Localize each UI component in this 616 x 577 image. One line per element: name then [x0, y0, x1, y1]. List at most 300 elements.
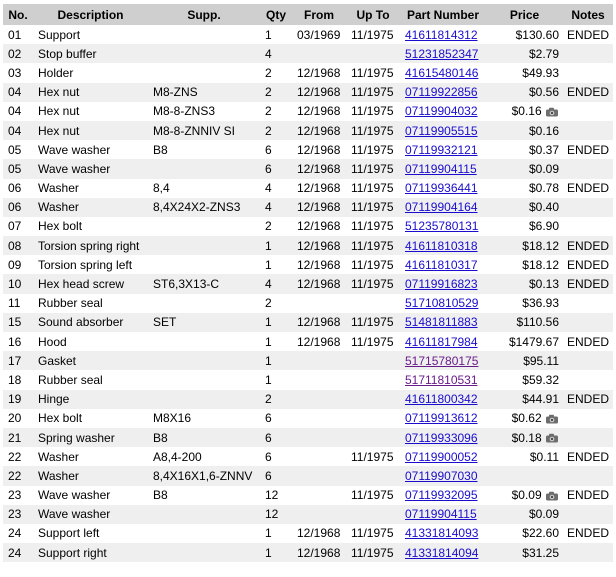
- qty-cell: 6: [260, 428, 292, 447]
- part-number-link[interactable]: 41331814094: [405, 545, 479, 560]
- table-row: [3, 370, 613, 389]
- qty-cell: 2: [260, 83, 292, 102]
- notes-cell: ENDED: [563, 179, 613, 198]
- no-cell: 17: [3, 351, 33, 370]
- price-value: $95.11: [523, 353, 559, 368]
- qty-cell: 6: [260, 466, 292, 485]
- part-number-cell: [400, 217, 486, 236]
- price-cell: [486, 486, 563, 505]
- from-cell: 12/1968: [292, 217, 346, 236]
- qty-cell: 2: [260, 294, 292, 313]
- supp-cell: B8: [148, 486, 260, 505]
- from-cell: 12/1968: [292, 313, 346, 332]
- table-row: [3, 159, 613, 178]
- table-row: [3, 236, 613, 255]
- from-cell: 12/1968: [292, 543, 346, 562]
- supp-cell: [148, 44, 260, 63]
- price-cell: [486, 370, 563, 389]
- price-cell: [486, 428, 563, 447]
- part-number-cell: [400, 447, 486, 466]
- table-row: [3, 486, 613, 505]
- notes-cell: [563, 370, 613, 389]
- table-row: [3, 390, 613, 409]
- upto-cell: 11/1975: [346, 25, 400, 44]
- part-number-link[interactable]: 07119932095: [405, 488, 478, 503]
- upto-cell: [346, 351, 400, 370]
- notes-cell: [563, 505, 613, 524]
- price-cell: [486, 351, 563, 370]
- from-cell: 12/1968: [292, 255, 346, 274]
- qty-cell: 2: [260, 102, 292, 121]
- description-cell: Washer: [33, 179, 148, 198]
- price-cell: [486, 217, 563, 236]
- supp-cell: [148, 217, 260, 236]
- no-cell: 04: [3, 83, 33, 102]
- table-row: [3, 121, 613, 140]
- part-number-link[interactable]: 07119904115: [405, 161, 477, 176]
- qty-cell: 1: [260, 236, 292, 255]
- upto-cell: 11/1975: [346, 236, 400, 255]
- table-row: [3, 351, 613, 370]
- price-cell: [486, 543, 563, 562]
- price-value: $0.18: [511, 430, 542, 445]
- upto-cell: [346, 505, 400, 524]
- from-cell: 12/1968: [292, 159, 346, 178]
- price-value: $0.56: [528, 85, 559, 100]
- col-supp-header: Supp.: [148, 4, 260, 25]
- table-row: [3, 255, 613, 274]
- from-cell: [292, 44, 346, 63]
- part-number-cell: [400, 313, 486, 332]
- part-number-link[interactable]: 51715780175: [405, 353, 479, 368]
- from-cell: [292, 447, 346, 466]
- col-upto-header: Up To: [346, 4, 400, 25]
- qty-cell: 4: [260, 44, 292, 63]
- notes-cell: [563, 217, 613, 236]
- col-price-header: Price: [486, 4, 563, 25]
- supp-cell: ST6,3X13-C: [148, 274, 260, 293]
- description-cell: Hinge: [33, 390, 148, 409]
- description-cell: Torsion spring left: [33, 255, 148, 274]
- price-cell: [486, 83, 563, 102]
- notes-cell: [563, 294, 613, 313]
- part-number-link[interactable]: 07119936441: [405, 181, 478, 196]
- part-number-cell: [400, 370, 486, 389]
- qty-cell: 6: [260, 140, 292, 159]
- notes-cell: ENDED: [563, 236, 613, 255]
- qty-cell: 6: [260, 159, 292, 178]
- part-number-cell: [400, 505, 486, 524]
- qty-cell: 6: [260, 409, 292, 428]
- qty-cell: 1: [260, 255, 292, 274]
- part-number-cell: [400, 44, 486, 63]
- part-number-link[interactable]: 41611814312: [405, 27, 478, 42]
- notes-cell: [563, 466, 613, 485]
- notes-cell: ENDED: [563, 332, 613, 351]
- price-value: $44.91: [522, 392, 559, 407]
- price-cell: [486, 198, 563, 217]
- part-number-link[interactable]: 07119904115: [405, 507, 477, 522]
- supp-cell: [148, 543, 260, 562]
- no-cell: 04: [3, 102, 33, 121]
- part-number-cell: [400, 351, 486, 370]
- part-number-link[interactable]: 41611800342: [405, 392, 478, 407]
- from-cell: [292, 390, 346, 409]
- description-cell: Spring washer: [33, 428, 148, 447]
- supp-cell: M8-8-ZNS3: [148, 102, 260, 121]
- from-cell: 12/1968: [292, 102, 346, 121]
- qty-cell: 1: [260, 543, 292, 562]
- table-row: [3, 466, 613, 485]
- upto-cell: 11/1975: [346, 332, 400, 351]
- price-value: $110.56: [516, 315, 559, 330]
- table-row: [3, 102, 613, 121]
- notes-cell: [563, 351, 613, 370]
- no-cell: 16: [3, 332, 33, 351]
- no-cell: 18: [3, 370, 33, 389]
- part-number-cell: [400, 543, 486, 562]
- no-cell: 07: [3, 217, 33, 236]
- col-qty-header: Qty: [260, 4, 292, 25]
- col-description-header: Description: [33, 4, 148, 25]
- upto-cell: [346, 428, 400, 447]
- price-value: $0.16: [511, 104, 542, 119]
- table-row: [3, 63, 613, 82]
- description-cell: Hex nut: [33, 121, 148, 140]
- price-value: $49.93: [522, 65, 559, 80]
- from-cell: [292, 486, 346, 505]
- no-cell: 04: [3, 121, 33, 140]
- part-number-link[interactable]: 07119922856: [405, 85, 478, 100]
- price-value: $0.37: [528, 142, 559, 157]
- from-cell: 12/1968: [292, 179, 346, 198]
- part-number-cell: [400, 428, 486, 447]
- qty-cell: 1: [260, 524, 292, 543]
- table-row: [3, 505, 613, 524]
- no-cell: 15: [3, 313, 33, 332]
- part-number-link[interactable]: 07119904164: [405, 200, 478, 215]
- no-cell: 09: [3, 255, 33, 274]
- upto-cell: [346, 390, 400, 409]
- upto-cell: 11/1975: [346, 486, 400, 505]
- table-row: [3, 332, 613, 351]
- part-number-cell: [400, 83, 486, 102]
- qty-cell: 2: [260, 390, 292, 409]
- no-cell: 08: [3, 236, 33, 255]
- supp-cell: [148, 255, 260, 274]
- supp-cell: [148, 524, 260, 543]
- supp-cell: [148, 294, 260, 313]
- notes-cell: ENDED: [563, 524, 613, 543]
- upto-cell: 11/1975: [346, 217, 400, 236]
- supp-cell: [148, 159, 260, 178]
- table-row: [3, 313, 613, 332]
- qty-cell: 4: [260, 274, 292, 293]
- from-cell: [292, 428, 346, 447]
- no-cell: 23: [3, 486, 33, 505]
- table-row: [3, 274, 613, 293]
- upto-cell: 11/1975: [346, 159, 400, 178]
- part-number-link[interactable]: 41615480146: [405, 65, 479, 80]
- price-value: $18.12: [522, 257, 559, 272]
- notes-cell: [563, 428, 613, 447]
- price-value: $31.25: [522, 545, 559, 560]
- description-cell: Sound absorber: [33, 313, 148, 332]
- upto-cell: 11/1975: [346, 255, 400, 274]
- table-row: [3, 198, 613, 217]
- supp-cell: 8,4: [148, 179, 260, 198]
- description-cell: Wave washer: [33, 486, 148, 505]
- part-number-link[interactable]: 51235780131: [405, 219, 479, 234]
- qty-cell: 1: [260, 370, 292, 389]
- price-cell: [486, 524, 563, 543]
- part-number-link[interactable]: 07119916823: [405, 277, 478, 292]
- part-number-link[interactable]: 07119905515: [405, 123, 478, 138]
- part-number-cell: [400, 121, 486, 140]
- supp-cell: M8-8-ZNNIV SI: [148, 121, 260, 140]
- price-value: $2.79: [528, 46, 559, 61]
- upto-cell: 11/1975: [346, 274, 400, 293]
- price-cell: [486, 179, 563, 198]
- upto-cell: 11/1975: [346, 313, 400, 332]
- description-cell: Support left: [33, 524, 148, 543]
- part-number-link[interactable]: 41331814093: [405, 526, 479, 541]
- price-cell: [486, 332, 563, 351]
- col-from-header: From: [292, 4, 346, 25]
- price-value: $22.60: [522, 526, 559, 541]
- part-number-cell: [400, 524, 486, 543]
- qty-cell: 4: [260, 179, 292, 198]
- part-number-link[interactable]: 41611817984: [405, 334, 478, 349]
- description-cell: Gasket: [33, 351, 148, 370]
- no-cell: 21: [3, 428, 33, 447]
- notes-cell: ENDED: [563, 83, 613, 102]
- upto-cell: 11/1975: [346, 179, 400, 198]
- notes-cell: [563, 159, 613, 178]
- price-cell: [486, 255, 563, 274]
- description-cell: Hood: [33, 332, 148, 351]
- upto-cell: 11/1975: [346, 524, 400, 543]
- qty-cell: 12: [260, 486, 292, 505]
- table-row: [3, 25, 613, 44]
- part-number-cell: [400, 390, 486, 409]
- upto-cell: 11/1975: [346, 83, 400, 102]
- price-value: $6.90: [528, 219, 559, 234]
- price-cell: [486, 390, 563, 409]
- price-cell: [486, 44, 563, 63]
- no-cell: 23: [3, 505, 33, 524]
- upto-cell: [346, 370, 400, 389]
- part-number-cell: [400, 466, 486, 485]
- part-number-cell: [400, 294, 486, 313]
- price-cell: [486, 63, 563, 82]
- no-cell: 24: [3, 524, 33, 543]
- table-row: [3, 543, 613, 562]
- camera-icon[interactable]: [545, 414, 559, 424]
- qty-cell: 2: [260, 121, 292, 140]
- from-cell: [292, 294, 346, 313]
- from-cell: 12/1968: [292, 121, 346, 140]
- from-cell: 12/1968: [292, 83, 346, 102]
- notes-cell: ENDED: [563, 140, 613, 159]
- notes-cell: ENDED: [563, 274, 613, 293]
- upto-cell: 11/1975: [346, 543, 400, 562]
- notes-cell: ENDED: [563, 25, 613, 44]
- price-cell: [486, 409, 563, 428]
- price-value: $0.62: [511, 411, 542, 426]
- notes-cell: [563, 313, 613, 332]
- upto-cell: 11/1975: [346, 198, 400, 217]
- part-number-link[interactable]: 07119913612: [405, 411, 478, 426]
- from-cell: [292, 370, 346, 389]
- from-cell: 12/1968: [292, 140, 346, 159]
- qty-cell: 2: [260, 217, 292, 236]
- notes-cell: ENDED: [563, 447, 613, 466]
- price-value: $0.16: [528, 123, 559, 138]
- from-cell: 12/1968: [292, 63, 346, 82]
- qty-cell: 4: [260, 198, 292, 217]
- description-cell: Rubber seal: [33, 294, 148, 313]
- no-cell: 20: [3, 409, 33, 428]
- price-value: $36.93: [522, 296, 559, 311]
- qty-cell: 1: [260, 313, 292, 332]
- description-cell: Washer: [33, 466, 148, 485]
- description-cell: Support right: [33, 543, 148, 562]
- from-cell: [292, 466, 346, 485]
- supp-cell: B8: [148, 140, 260, 159]
- part-number-link[interactable]: 51711810531: [405, 372, 478, 387]
- upto-cell: 11/1975: [346, 140, 400, 159]
- camera-icon[interactable]: [545, 107, 559, 117]
- table-row: [3, 83, 613, 102]
- part-number-link[interactable]: 51481811883: [405, 315, 478, 330]
- part-number-link[interactable]: 51231852347: [405, 46, 479, 61]
- camera-icon[interactable]: [545, 433, 559, 443]
- notes-cell: [563, 409, 613, 428]
- qty-cell: 12: [260, 505, 292, 524]
- description-cell: Wave washer: [33, 159, 148, 178]
- part-number-cell: [400, 63, 486, 82]
- table-row: [3, 294, 613, 313]
- supp-cell: [148, 505, 260, 524]
- no-cell: 05: [3, 140, 33, 159]
- price-value: $0.09: [511, 488, 542, 503]
- supp-cell: [148, 332, 260, 351]
- col-part-number-header: Part Number: [400, 4, 486, 25]
- upto-cell: [346, 409, 400, 428]
- table-body: [3, 25, 613, 562]
- supp-cell: [148, 25, 260, 44]
- table-row: [3, 44, 613, 63]
- price-value: $0.09: [528, 507, 559, 522]
- price-cell: [486, 294, 563, 313]
- notes-cell: ENDED: [563, 390, 613, 409]
- table-row: [3, 428, 613, 447]
- description-cell: Stop buffer: [33, 44, 148, 63]
- col-notes-header: Notes: [563, 4, 613, 25]
- notes-cell: [563, 198, 613, 217]
- table-row: [3, 524, 613, 543]
- supp-cell: B8: [148, 428, 260, 447]
- part-number-link[interactable]: 41611810318: [405, 238, 478, 253]
- no-cell: 01: [3, 25, 33, 44]
- part-number-link[interactable]: 51710810529: [405, 296, 479, 311]
- part-number-link[interactable]: 07119933096: [405, 430, 478, 445]
- part-number-cell: [400, 409, 486, 428]
- price-cell: [486, 447, 563, 466]
- price-cell: [486, 466, 563, 485]
- part-number-link[interactable]: 07119900052: [405, 449, 478, 464]
- part-number-cell: [400, 179, 486, 198]
- qty-cell: 1: [260, 332, 292, 351]
- from-cell: 12/1968: [292, 524, 346, 543]
- from-cell: 12/1968: [292, 274, 346, 293]
- description-cell: Washer: [33, 198, 148, 217]
- upto-cell: 11/1975: [346, 447, 400, 466]
- table-row: [3, 447, 613, 466]
- price-value: $0.11: [529, 449, 559, 464]
- from-cell: 12/1968: [292, 236, 346, 255]
- no-cell: 19: [3, 390, 33, 409]
- price-cell: [486, 505, 563, 524]
- price-value: $59.32: [522, 372, 559, 387]
- part-number-cell: [400, 255, 486, 274]
- no-cell: 03: [3, 63, 33, 82]
- camera-icon[interactable]: [545, 491, 559, 501]
- part-number-link[interactable]: 41611810317: [405, 257, 478, 272]
- upto-cell: [346, 44, 400, 63]
- description-cell: Holder: [33, 63, 148, 82]
- price-value: $0.78: [528, 181, 559, 196]
- description-cell: Support: [33, 25, 148, 44]
- no-cell: 06: [3, 179, 33, 198]
- supp-cell: [148, 351, 260, 370]
- part-number-cell: [400, 102, 486, 121]
- no-cell: 06: [3, 198, 33, 217]
- description-cell: Hex nut: [33, 102, 148, 121]
- supp-cell: M8-ZNS: [148, 83, 260, 102]
- notes-cell: [563, 44, 613, 63]
- price-value: $0.09: [528, 161, 559, 176]
- upto-cell: 11/1975: [346, 63, 400, 82]
- part-number-link[interactable]: 07119932121: [405, 142, 478, 157]
- qty-cell: 1: [260, 25, 292, 44]
- price-cell: [486, 25, 563, 44]
- from-cell: 12/1968: [292, 332, 346, 351]
- from-cell: [292, 409, 346, 428]
- notes-cell: [563, 121, 613, 140]
- qty-cell: 1: [260, 351, 292, 370]
- no-cell: 11: [3, 294, 33, 313]
- qty-cell: 6: [260, 447, 292, 466]
- price-cell: [486, 274, 563, 293]
- from-cell: [292, 505, 346, 524]
- part-number-cell: [400, 332, 486, 351]
- part-number-cell: [400, 25, 486, 44]
- notes-cell: ENDED: [563, 255, 613, 274]
- part-number-link[interactable]: 07119907030: [405, 468, 478, 483]
- description-cell: Hex nut: [33, 83, 148, 102]
- price-value: $18.12: [522, 238, 559, 253]
- notes-cell: ENDED: [563, 486, 613, 505]
- part-number-link[interactable]: 07119904032: [405, 104, 478, 119]
- supp-cell: 8,4X16X1,6-ZNNV: [148, 466, 260, 485]
- part-number-cell: [400, 236, 486, 255]
- table-row: [3, 217, 613, 236]
- table-row: [3, 140, 613, 159]
- supp-cell: M8X16: [148, 409, 260, 428]
- notes-cell: [563, 543, 613, 562]
